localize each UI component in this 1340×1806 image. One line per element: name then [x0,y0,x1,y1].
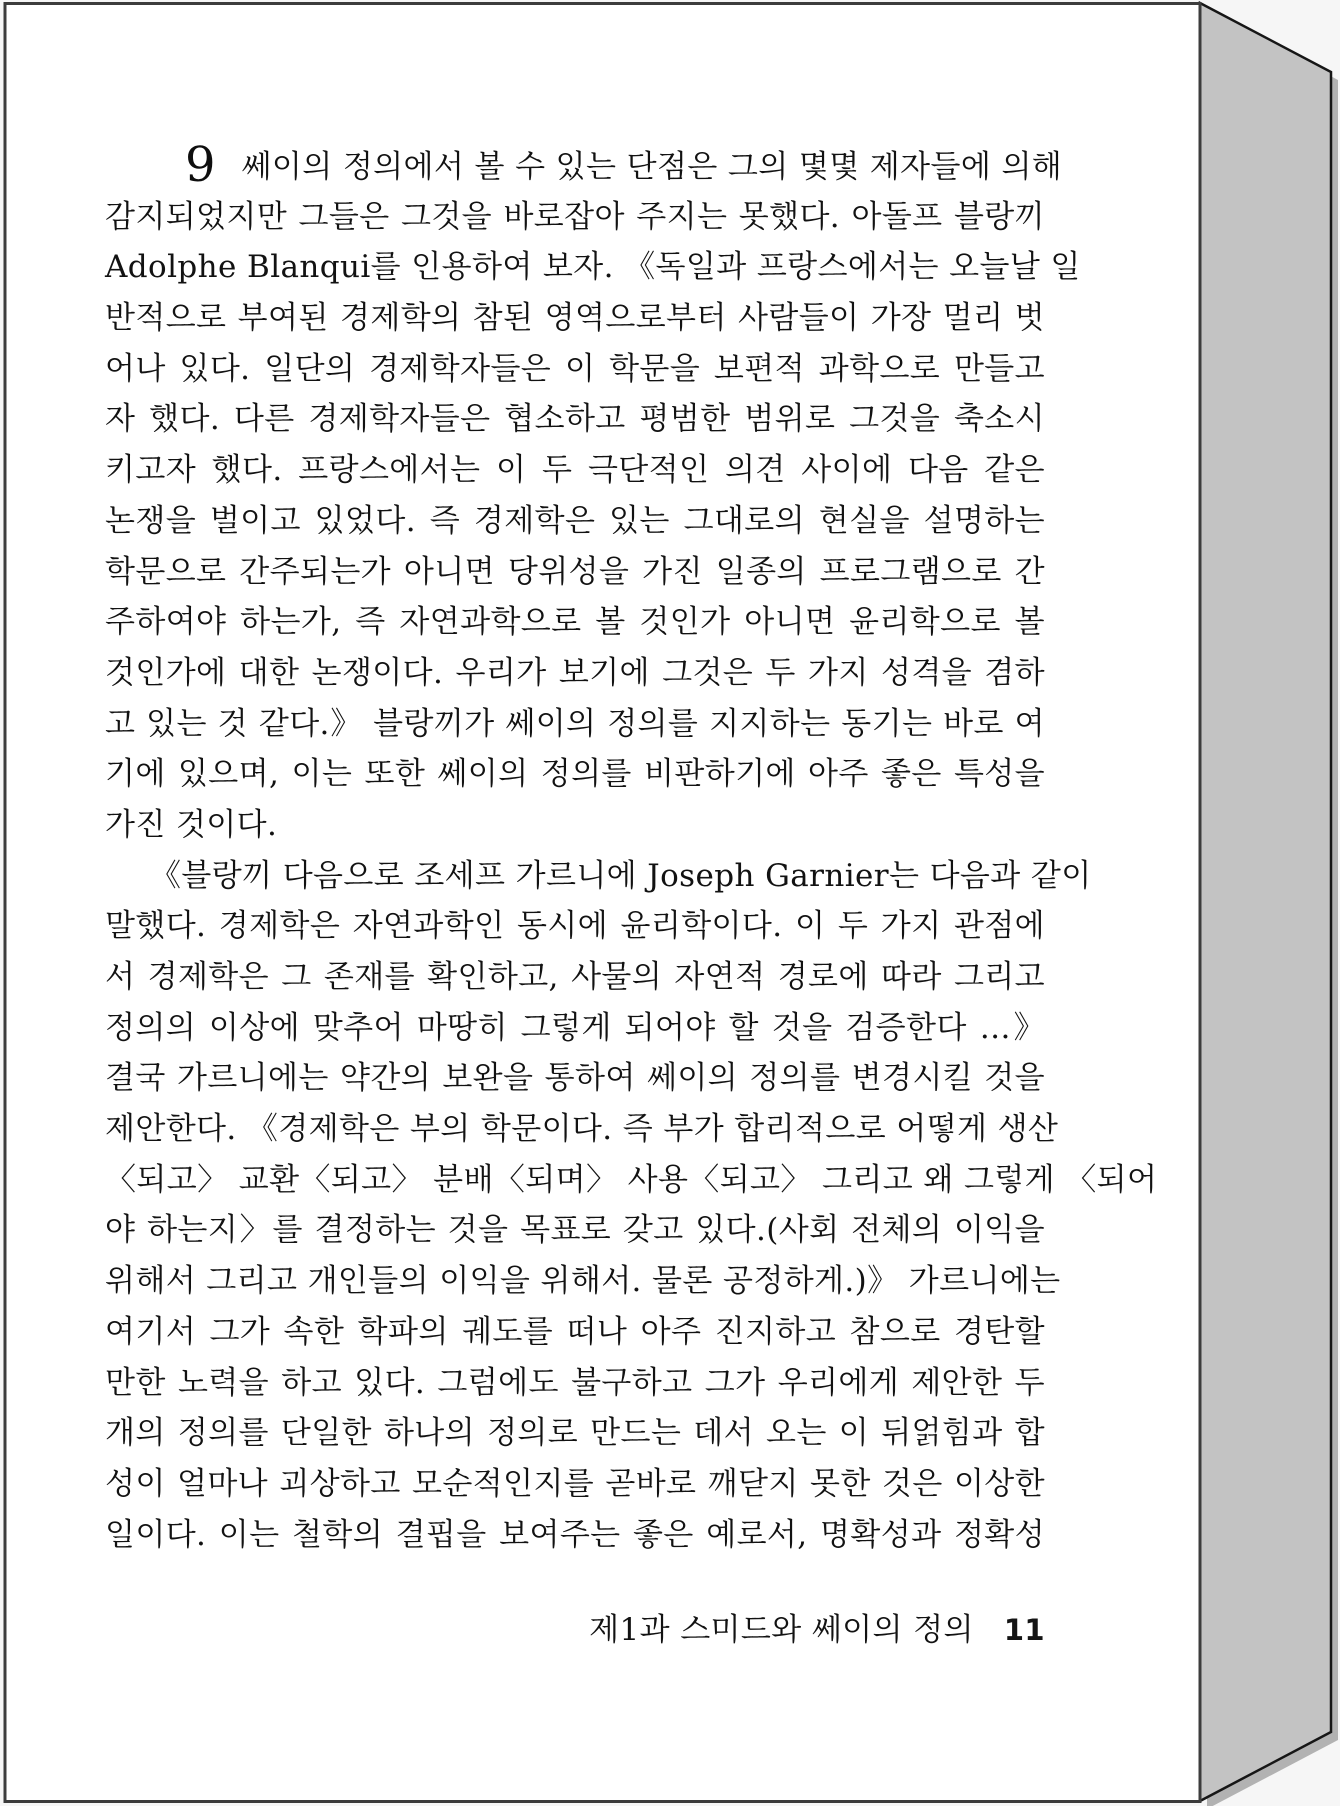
text-line: 성이 얼마나 괴상하고 모순적인지를 곧바로 깨닫지 못한 것은 이상한 [105,1465,1045,1502]
text-line: 개의 정의를 단일한 하나의 정의로 만드는 데서 오는 이 뒤얽힘과 합 [105,1415,1045,1452]
text-line: 학문으로 간주되는가 아니면 당위성을 가진 일종의 프로그램으로 간 [105,553,1045,590]
text-line: 감지되었지만 그들은 그것을 바로잡아 주지는 못했다. 아돌프 블랑끼 [105,198,1045,235]
text-line: 주하여야 하는가, 즉 자연과학으로 볼 것인가 아니면 윤리학으로 볼 [105,604,1045,641]
text-line: 《블랑끼 다음으로 조세프 가르니에 Joseph Garnier는 다음과 같이 [150,857,1092,894]
paragraph-number: 9 [185,137,216,193]
running-footer [105,1605,1045,1655]
text-line: 서 경제학은 그 존재를 확인하고, 사물의 자연적 경로에 따라 그리고 [105,959,1045,995]
text-line: 자 했다. 다른 경제학자들은 협소하고 평범한 범위로 그것을 축소시 [105,401,1045,438]
text-line: 말했다. 경제학은 자연과학인 동시에 윤리학이다. 이 두 가지 관점에 [105,908,1045,945]
text-line: 여기서 그가 속한 학파의 궤도를 떠나 아주 진지하고 참으로 경탄할 [105,1313,1045,1350]
text-line: 위해서 그리고 개인들의 이익을 위해서. 물론 공정하게.)》 가르니에는 [105,1263,1061,1300]
text-line: 고 있는 것 같다.》 블랑끼가 쎄이의 정의를 지지하는 동기는 바로 여 [105,705,1045,742]
text-line: 어나 있다. 일단의 경제학자들은 이 학문을 보편적 과학으로 만들고 [105,350,1045,387]
text-line: 〈되고〉 교환〈되고〉 분배〈되며〉 사용〈되고〉 그리고 왜 그렇게 〈되어 [105,1161,1158,1198]
footer-page-number: 11 [1003,1613,1045,1647]
text-line: 정의의 이상에 맞추어 마땅히 그렇게 되어야 할 것을 검증한다 …》 [105,1009,1045,1046]
book-page-block-edge [1200,3,1331,1801]
text-line: 논쟁을 벌이고 있었다. 즉 경제학은 있는 그대로의 현실을 설명하는 [105,502,1045,539]
text-line: 키고자 했다. 프랑스에서는 이 두 극단적인 의견 사이에 다음 같은 [105,452,1045,489]
page-body-text [105,137,1158,1560]
text-line: 만한 노력을 하고 있다. 그럼에도 불구하고 그가 우리에게 제안한 두 [105,1364,1045,1401]
text-line: 9 쎄이의 정의에서 볼 수 있는 단점은 그의 몇몇 제자들에 의해 [185,137,1063,193]
text-line: 결국 가르니에는 약간의 보완을 통하여 쎄이의 정의를 변경시킬 것을 [105,1060,1045,1097]
text-line: 것인가에 대한 논쟁이다. 우리가 보기에 그것은 두 가지 성격을 겸하 [105,654,1045,691]
footer-chapter-title: 제1과 스미드와 쎄이의 정의 [589,1612,974,1648]
text-line: 야 하는지〉를 결정하는 것을 목표로 갖고 있다.(사회 전체의 이익을 [105,1212,1045,1249]
text-line: 가진 것이다. [105,806,278,843]
text-line: 제안한다. 《경제학은 부의 학문이다. 즉 부가 합리적으로 어떻게 생산 [105,1111,1059,1148]
text-line: 일이다. 이는 철학의 결핍을 보여주는 좋은 예로서, 명확성과 정확성 [105,1516,1045,1553]
text-line: 기에 있으며, 이는 또한 쎄이의 정의를 비판하기에 아주 좋은 특성을 [105,756,1045,793]
text-line: 반적으로 부여된 경제학의 참된 영역으로부터 사람들이 가장 멀리 벗 [105,300,1045,337]
text-line: Adolphe Blanqui를 인용하여 보자. 《독일과 프랑스에서는 오늘날 일 [105,249,1081,286]
